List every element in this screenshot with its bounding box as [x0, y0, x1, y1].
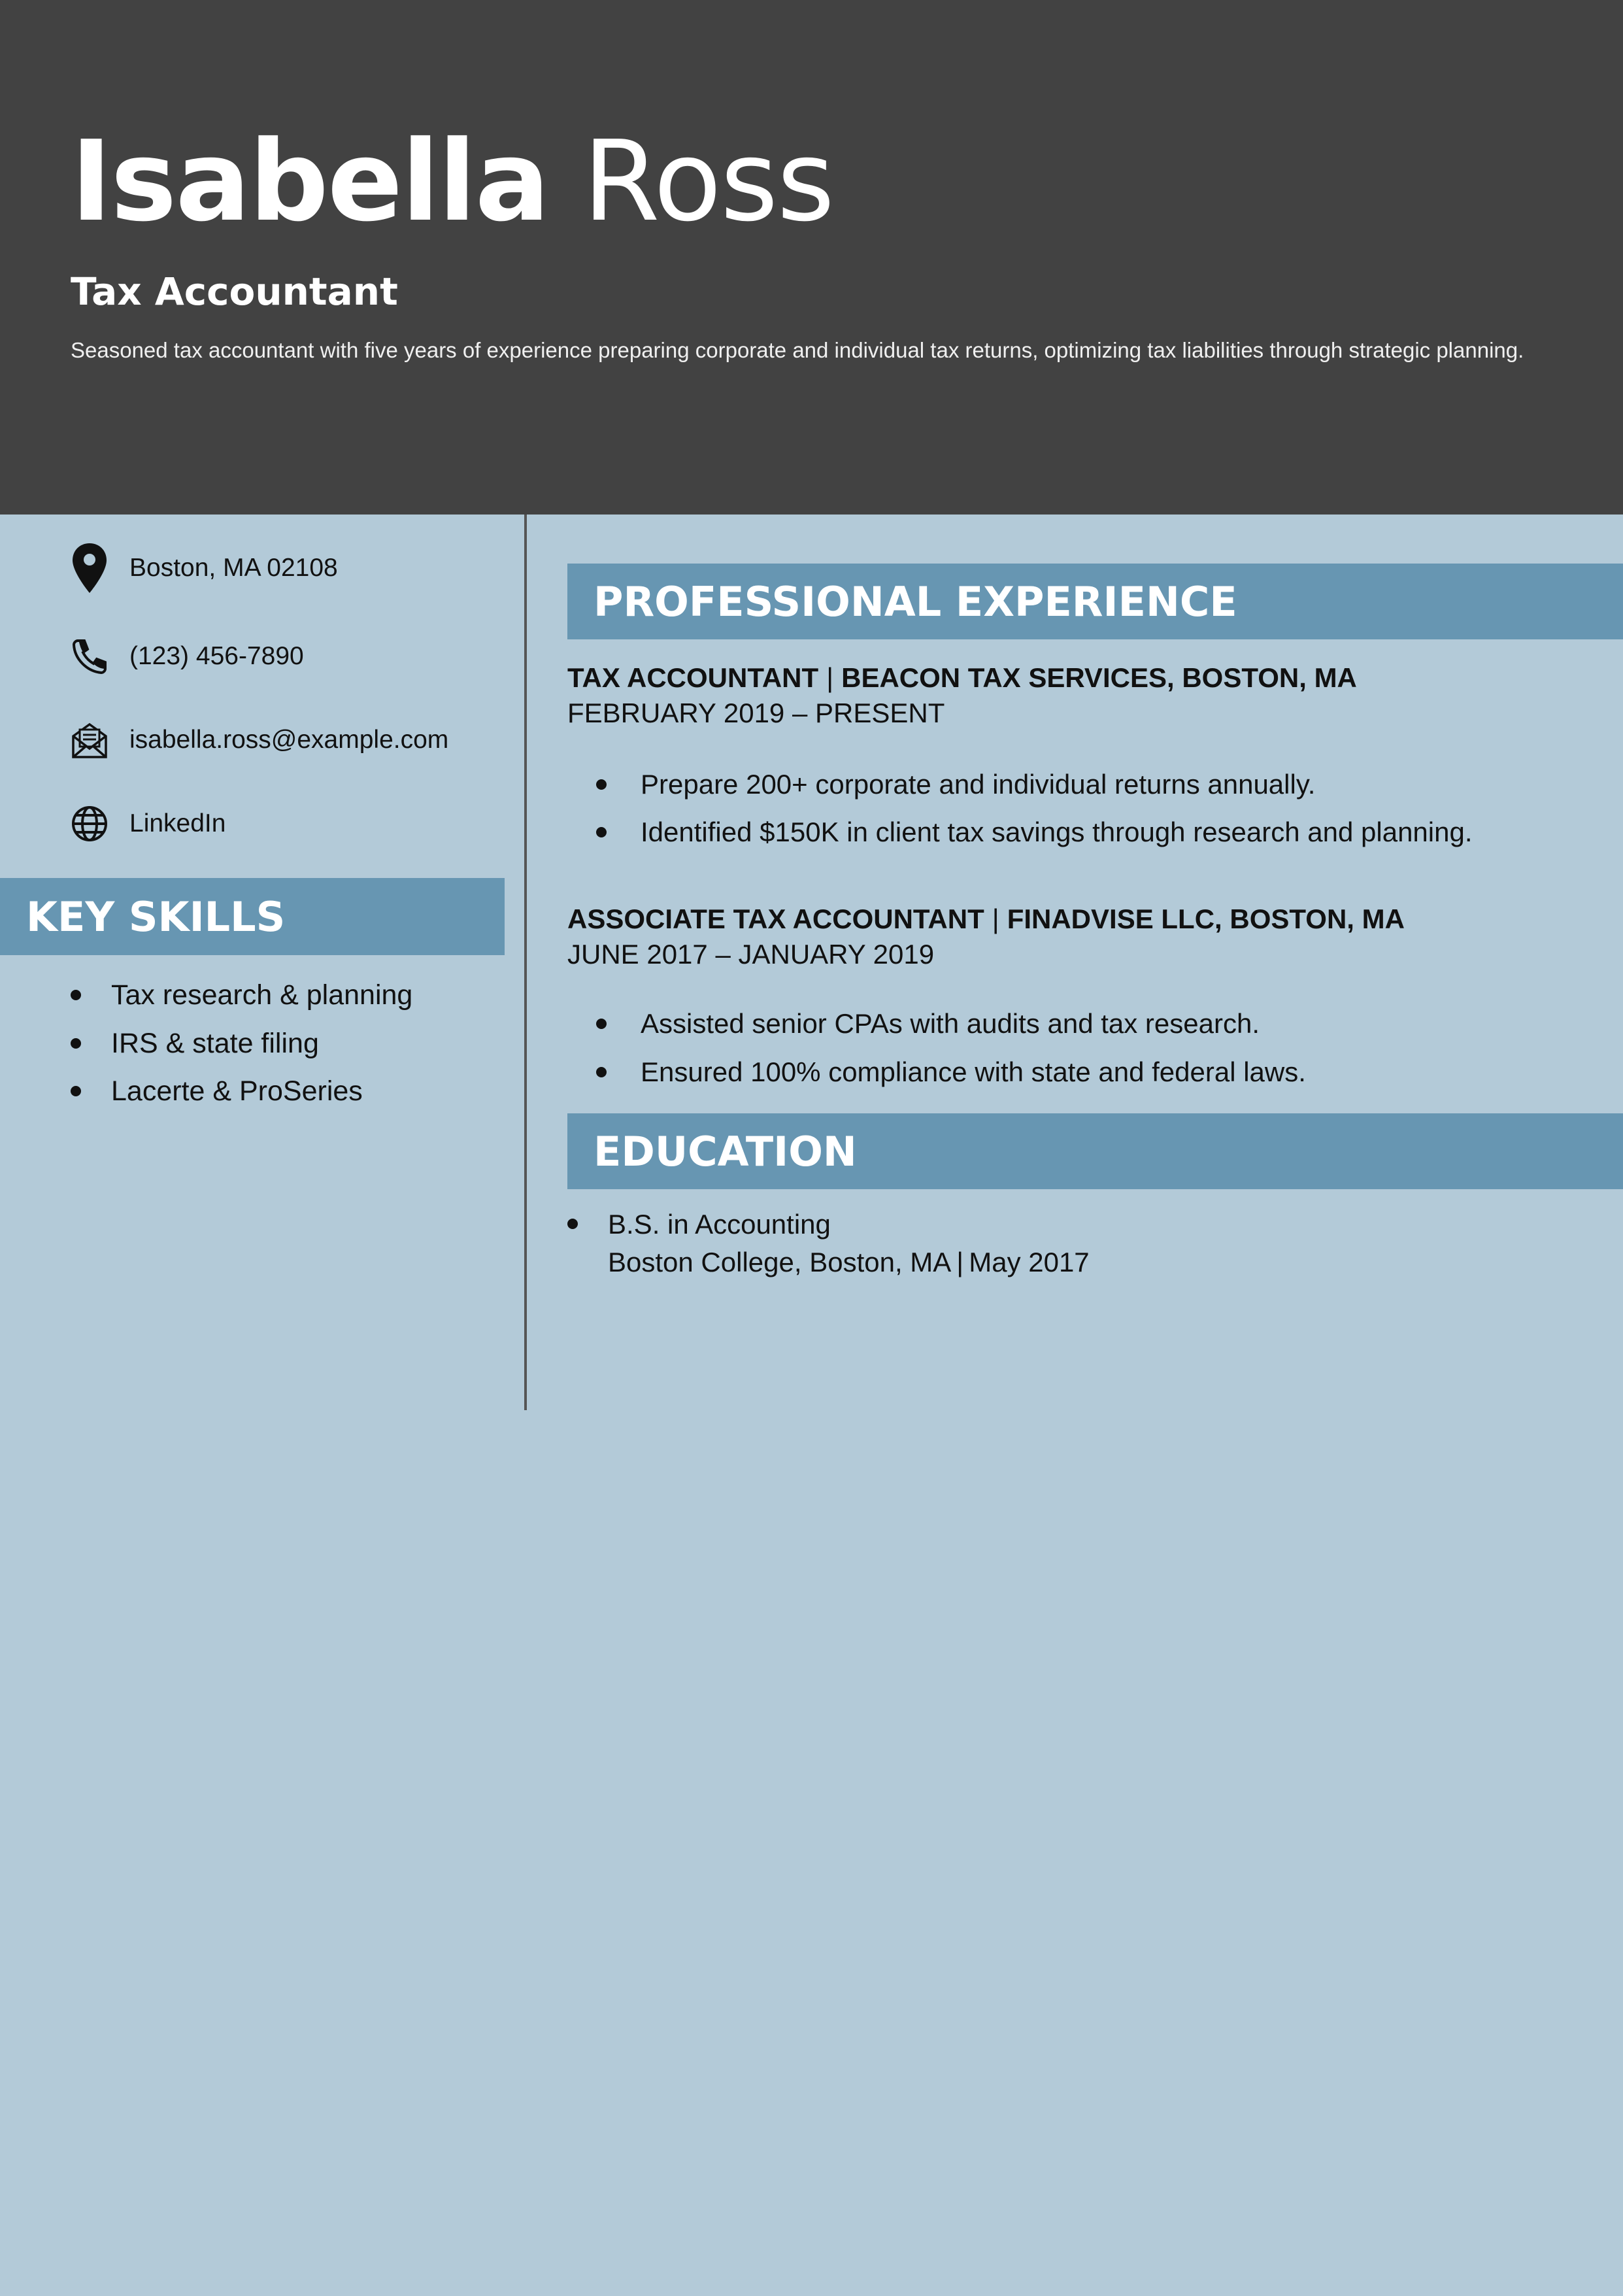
skill-item [71, 1073, 363, 1109]
skill-item [71, 1025, 319, 1062]
globe-icon [71, 798, 109, 850]
experience-heading: PROFESSIONAL EXPERIENCE [567, 564, 1623, 639]
column-divider [524, 515, 527, 1410]
phone-icon [71, 630, 109, 683]
school-line [608, 1243, 1090, 1281]
contact-linkedin [71, 798, 226, 850]
email-text[interactable]: isabella.ross@example.com [129, 726, 449, 754]
bullet-dot [71, 990, 81, 1000]
map-pin-icon [71, 542, 109, 594]
skill-item [71, 977, 412, 1013]
skill-label: Tax research & planning [111, 979, 413, 1011]
education-item [567, 1206, 1090, 1281]
job-dates: JUNE 2017 – JANUARY 2019 [567, 939, 935, 970]
education-heading: EDUCATION [567, 1113, 1623, 1189]
skill-label: Lacerte & ProSeries [111, 1075, 363, 1107]
job-bullet-text: Ensured 100% compliance with state and federal laws. [641, 1056, 1306, 1087]
job-bullet [596, 1054, 1306, 1090]
bullet-dot [596, 1067, 607, 1077]
key-skills-heading: KEY SKILLS [0, 878, 505, 955]
job-role: ASSOCIATE TAX ACCOUNTANT [567, 903, 984, 934]
graduation-date: May 2017 [969, 1247, 1090, 1277]
job-heading [567, 660, 1357, 696]
job-role: TAX ACCOUNTANT [567, 662, 819, 693]
heading-separator: | [826, 662, 834, 693]
envelope-icon [71, 714, 109, 766]
location-text: Boston, MA 02108 [129, 554, 338, 582]
bullet-dot [596, 827, 607, 837]
first-name: Isabella [71, 117, 549, 246]
contact-email [71, 714, 448, 766]
bullet-dot [596, 779, 607, 790]
bullet-dot [71, 1038, 81, 1049]
job-company: FINADVISE LLC, BOSTON, MA [1007, 903, 1405, 934]
bullet-dot [596, 1019, 607, 1029]
phone-text[interactable]: (123) 456-7890 [129, 642, 304, 670]
skill-label: IRS & state filing [111, 1028, 319, 1059]
degree: B.S. in Accounting [608, 1209, 831, 1240]
school-separator: | [956, 1247, 964, 1277]
job-heading [567, 901, 1405, 937]
professional-summary: Seasoned tax accountant with five years of experience preparing corporate and individual tax returns, optimizing tax liabilities through strategic planning. [71, 338, 1524, 362]
candidate-name [71, 116, 833, 247]
heading-separator: | [992, 903, 999, 934]
last-name: Ross [582, 117, 834, 246]
bullet-dot [71, 1086, 81, 1096]
job-bullet [596, 814, 1473, 851]
job-dates: FEBRUARY 2019 – PRESENT [567, 698, 945, 728]
job-bullet-text: Assisted senior CPAs with audits and tax research. [641, 1008, 1260, 1039]
contact-phone [71, 630, 304, 683]
linkedin-link[interactable]: LinkedIn [129, 809, 226, 837]
job-title: Tax Accountant [71, 269, 398, 314]
job-bullet [596, 766, 1315, 803]
contact-location [71, 542, 338, 594]
job-bullet-text: Identified $150K in client tax savings through research and planning. [641, 817, 1473, 847]
job-bullet-text: Prepare 200+ corporate and individual returns annually. [641, 769, 1316, 800]
education-details [608, 1206, 1090, 1281]
job-company: BEACON TAX SERVICES, BOSTON, MA [841, 662, 1357, 693]
school: Boston College, Boston, MA [608, 1247, 952, 1277]
bullet-dot [567, 1219, 578, 1229]
resume-header [0, 0, 1623, 515]
job-bullet [596, 1005, 1260, 1042]
